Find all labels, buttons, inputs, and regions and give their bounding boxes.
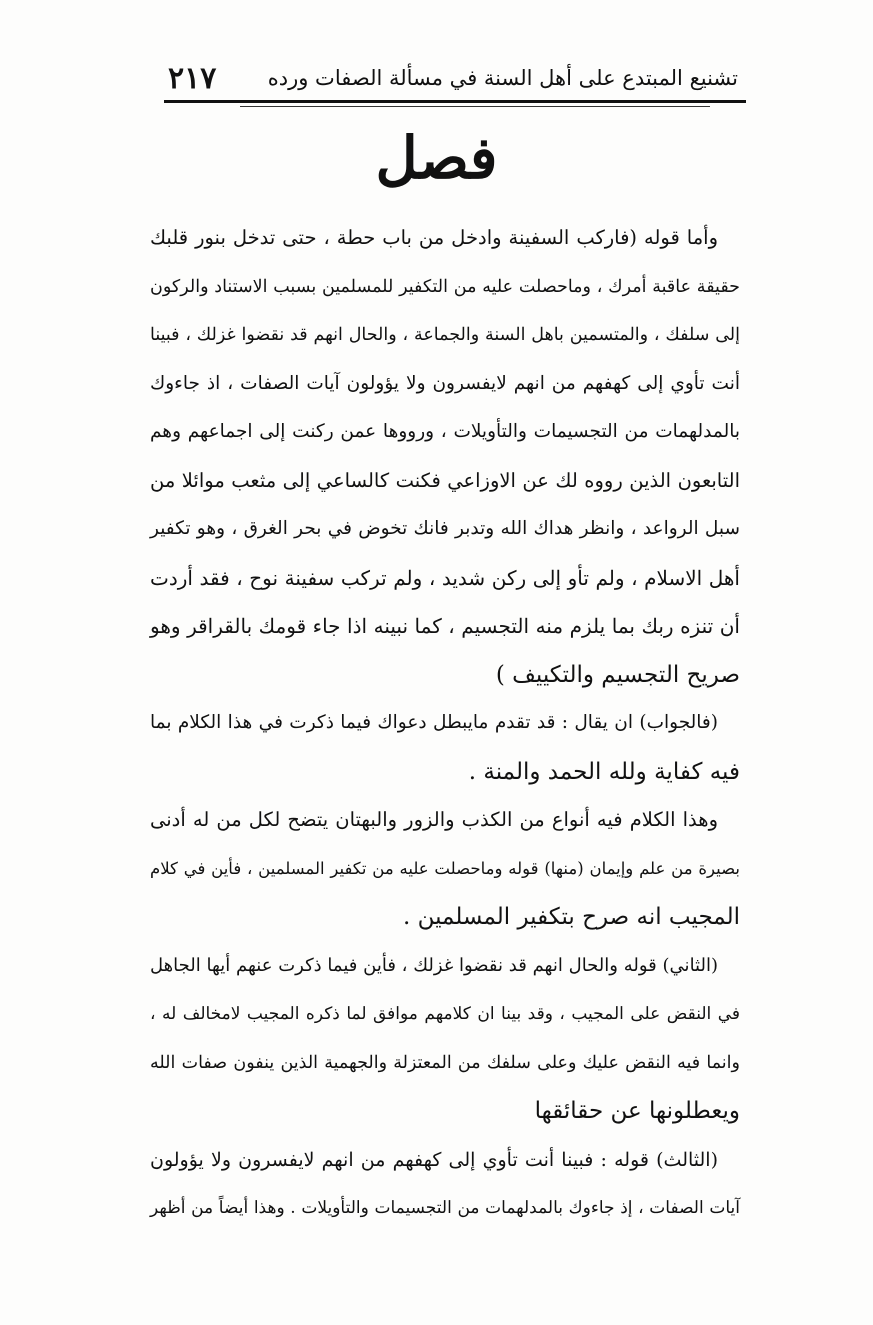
- body-text: [150, 214, 740, 1233]
- text-line: أهل الاسلام ، ولم تأو إلى ركن شديد ، ولم تركب سفينة نوح ، فقد أردت: [150, 565, 740, 590]
- page-number: ٢١٧: [168, 60, 217, 96]
- text-line: حقيقة عاقبة أمرك ، وماحصلت عليه من التكفير للمسلمين بسبب الاستناد والركون: [150, 276, 740, 297]
- text-line: أن تنزه ربك بما يلزم منه التجسيم ، كما نبينه اذا جاء قومك بالقراقر وهو: [150, 614, 740, 638]
- text-line: ويعطلونها عن حقائقها: [534, 1098, 740, 1124]
- text-line: المجيب انه صرح بتكفير المسلمين .: [402, 904, 740, 930]
- text-line: (الثالث) قوله : فبينا أنت تأوي إلى كهفهم من انهم لايفسرون ولا يؤولون: [150, 1148, 718, 1171]
- text-line: آيات الصفات ، إذ جاءوك بالمدلهمات من التجسيمات والتأويلات . وهذا أيضاً من أظهر: [150, 1198, 740, 1218]
- running-header: [168, 58, 738, 98]
- text-line: وانما فيه النقض عليك وعلى سلفك من المعتزلة والجهمية الذين ينفون صفات الله: [150, 1052, 740, 1073]
- text-line: (الثاني) قوله والحال انهم قد نقضوا غزلك ، فأين فيما ذكرت عنهم أيها الجاهل: [150, 954, 718, 976]
- text-line: سبل الرواعد ، وانظر هداك الله وتدبر فانك تخوض في بحر الغرق ، وهو تكفير: [150, 518, 740, 539]
- text-line: في النقض على المجيب ، وقد بينا ان كلامهم موافق لما ذكره المجيب لامخالف له ،: [150, 1004, 740, 1024]
- text-line: صريح التجسيم والتكييف ): [495, 661, 740, 688]
- text-line: أنت تأوي إلى كهفهم من انهم لايفسرون ولا يؤولون آيات الصفات ، اذ جاءوك: [150, 372, 740, 394]
- text-line: فيه كفاية ولله الحمد والمنة .: [468, 758, 740, 785]
- running-title: تشنيع المبتدع على أهل السنة في مسألة الصفات ورده: [267, 66, 738, 90]
- header-rule: [164, 100, 746, 103]
- text-line: إلى سلفك ، والمتسمين باهل السنة والجماعة ، والحال انهم قد نقضوا غزلك ، فبينا: [150, 325, 740, 345]
- text-line: (فالجواب) ان يقال : قد تقدم مايبطل دعواك فيما ذكرت في هذا الكلام بما: [150, 712, 718, 733]
- text-line: بصيرة من علم وإيمان (منها) قوله وماحصلت عليه من تكفير المسلمين ، فأين في كلام: [150, 858, 740, 878]
- header-rule-thin: [240, 106, 710, 107]
- text-line: وهذا الكلام فيه أنواع من الكذب والزور والبهتان يتضح لكل من له أدنى: [150, 808, 718, 831]
- text-line: وأما قوله (فاركب السفينة وادخل من باب حطة ، حتى تدخل بنور قلبك: [150, 226, 718, 249]
- section-heading: فصل: [375, 124, 498, 192]
- text-line: التابعون الذين رووه لك عن الاوزاعي فكنت كالساعي إلى مثعب موائلا من: [150, 468, 740, 492]
- text-line: بالمدلهمات من التجسيمات والتأويلات ، ورووها عمن ركنت إلى اجماعهم وهم: [150, 421, 740, 442]
